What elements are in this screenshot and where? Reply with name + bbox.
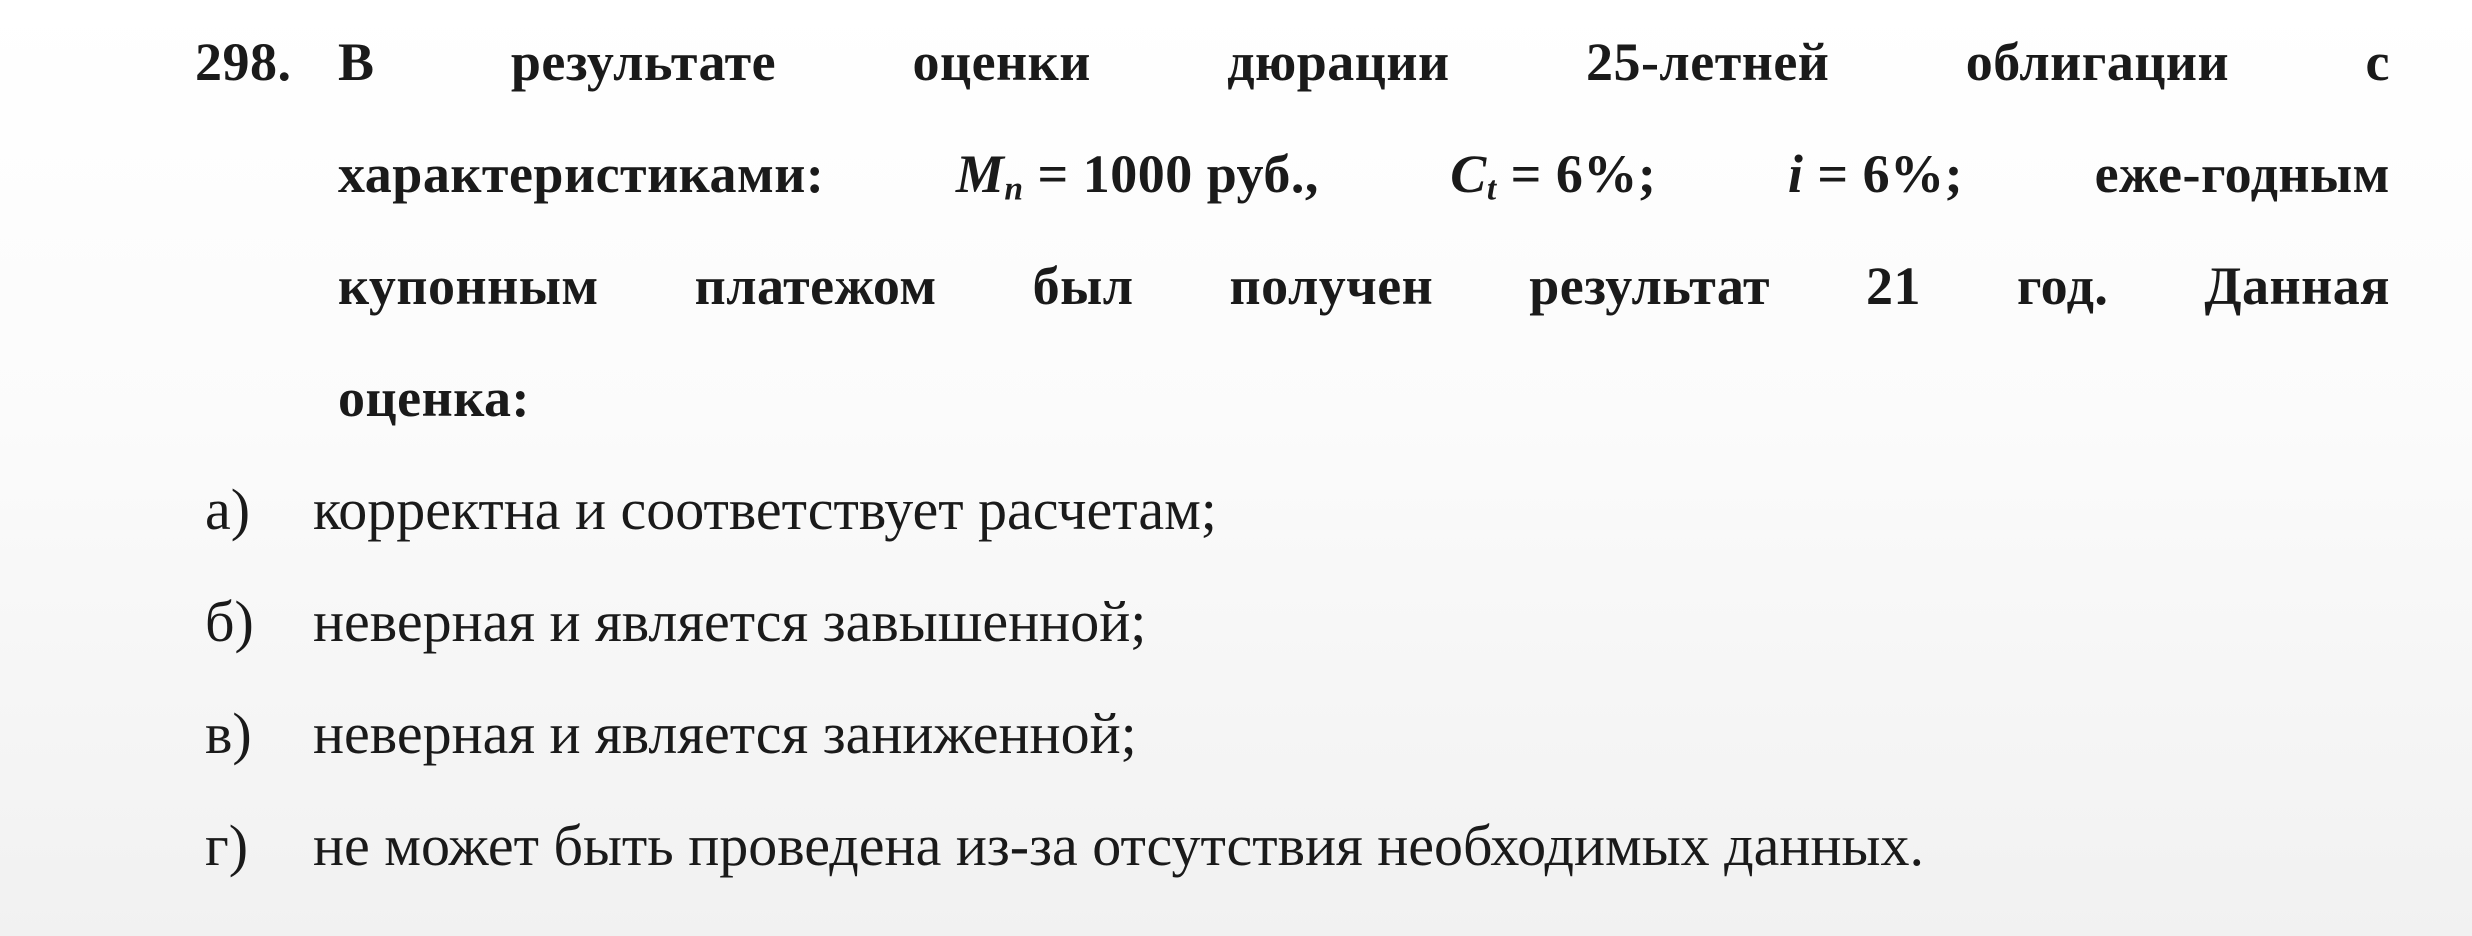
option-letter: в) <box>205 701 252 766</box>
question-word: дюрации <box>1227 32 1450 92</box>
question-word: год. <box>2016 256 2109 316</box>
answer-option-b <box>205 582 1146 662</box>
question-word: 21 <box>1866 256 1922 316</box>
question-line-4 <box>338 358 530 438</box>
question-word: купонным <box>338 256 599 316</box>
option-text: не может быть проведена из-за отсутствия необходимых данных. <box>313 813 1924 878</box>
formula-m-value: = 1000 руб., <box>1023 144 1319 204</box>
formula-c-value: = 6%; <box>1496 144 1657 204</box>
option-text: корректна и соответствует расчетам; <box>313 477 1217 542</box>
question-line-2 <box>338 134 2390 214</box>
option-letter: б) <box>205 589 254 654</box>
formula-ct <box>1450 134 1656 214</box>
answer-option-d <box>205 806 1924 886</box>
question-word: еже-годным <box>2094 144 2390 204</box>
option-text: неверная и является заниженной; <box>313 701 1137 766</box>
option-text: неверная и является завышенной; <box>313 589 1147 654</box>
formula-m-symbol: M <box>955 144 1005 204</box>
formula-i-value: = 6%; <box>1803 144 1964 204</box>
question-word: с <box>2365 32 2390 92</box>
question-number: 298. <box>195 32 292 92</box>
formula-i <box>1788 134 1963 214</box>
question-line-3 <box>338 246 2390 326</box>
question-word: характеристиками: <box>338 144 825 204</box>
question-word: оценки <box>912 32 1091 92</box>
option-letter: а) <box>205 477 251 542</box>
formula-mn <box>956 134 1319 214</box>
question-word: платежом <box>694 256 937 316</box>
question-word: получен <box>1229 256 1434 316</box>
question-line-1-words <box>338 22 2390 102</box>
answer-option-a <box>205 470 1217 550</box>
question-word: результате <box>510 32 777 92</box>
option-letter: г) <box>205 813 249 878</box>
question-word: был <box>1032 256 1134 316</box>
formula-m-subscript: n <box>1004 170 1024 208</box>
formula-c-subscript: t <box>1486 170 1497 208</box>
formula-c-symbol: C <box>1450 144 1487 204</box>
question-word: 25-летней <box>1585 32 1830 92</box>
question-word: оценка: <box>338 368 530 428</box>
formula-i-symbol: i <box>1787 144 1804 204</box>
question-word: В <box>338 32 375 92</box>
question-word: Данная <box>2204 256 2390 316</box>
question-word: облигации <box>1965 32 2230 92</box>
question-word: результат <box>1529 256 1771 316</box>
answer-option-c <box>205 694 1137 774</box>
